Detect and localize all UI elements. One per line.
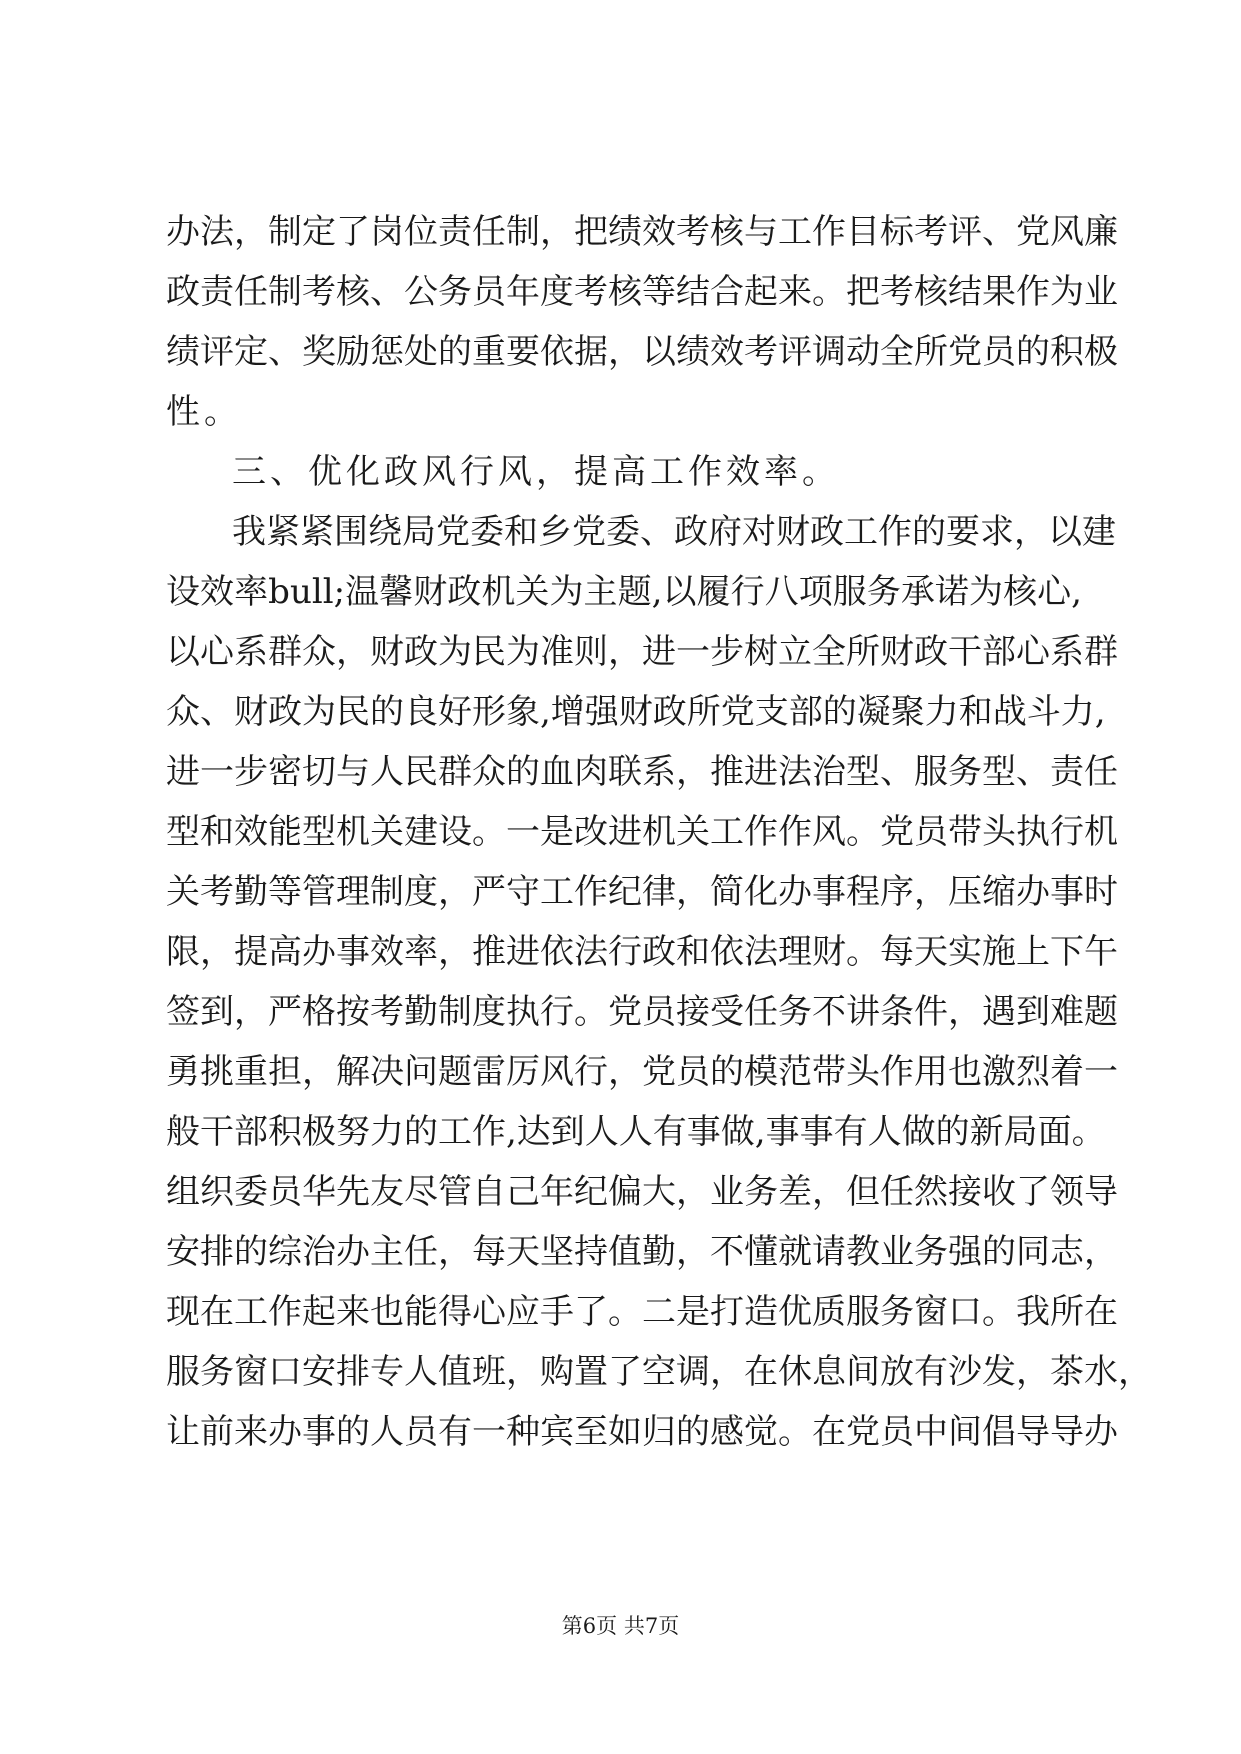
body-line-4: 性。 bbox=[166, 392, 242, 432]
body-line-18: 安排的综治办主任，每天坚持值勤，不懂就请教业务强的同志， bbox=[166, 1232, 1118, 1272]
body-line-1: 办法，制定了岗位责任制，把绩效考核与工作目标考评、党风廉 bbox=[166, 212, 1118, 252]
body-line-3: 绩评定、奖励惩处的重要依据，以绩效考评调动全所党员的积极 bbox=[166, 332, 1118, 372]
body-line-8: 以心系群众，财政为民为准则，进一步树立全所财政干部心系群 bbox=[166, 632, 1118, 672]
body-line-21: 让前来办事的人员有一种宾至如归的感觉。在党员中间倡导导办 bbox=[166, 1412, 1118, 1452]
body-line-17: 组织委员华先友尽管自己年纪偏大，业务差，但任然接收了领导 bbox=[166, 1172, 1118, 1212]
body-line-7: 设效率bull;温馨财政机关为主题,以履行八项服务承诺为核心, bbox=[166, 572, 1082, 612]
body-line-15: 勇挑重担，解决问题雷厉风行，党员的模范带头作用也激烈着一 bbox=[166, 1052, 1118, 1092]
body-line-11: 型和效能型机关建设。一是改进机关工作作风。党员带头执行机 bbox=[166, 812, 1118, 852]
body-line-13: 限，提高办事效率，推进依法行政和依法理财。每天实施上下午 bbox=[166, 932, 1118, 972]
section-heading: 三、优化政风行风，提高工作效率。 bbox=[232, 452, 840, 492]
body-line-2: 政责任制考核、公务员年度考核等结合起来。把考核结果作为业 bbox=[166, 272, 1118, 312]
body-line-19: 现在工作起来也能得心应手了。二是打造优质服务窗口。我所在 bbox=[166, 1292, 1118, 1332]
body-line-16: 般干部积极努力的工作,达到人人有事做,事事有人做的新局面。 bbox=[166, 1112, 1106, 1152]
body-line-20: 服务窗口安排专人值班，购置了空调，在休息间放有沙发，茶水， bbox=[166, 1352, 1152, 1392]
body-line-12: 关考勤等管理制度，严守工作纪律，简化办事程序，压缩办事时 bbox=[166, 872, 1118, 912]
body-line-10: 进一步密切与人民群众的血肉联系，推进法治型、服务型、责任 bbox=[166, 752, 1118, 792]
body-line-6: 我紧紧围绕局党委和乡党委、政府对财政工作的要求，以建 bbox=[232, 512, 1116, 552]
body-line-9: 众、财政为民的良好形象,增强财政所党支部的凝聚力和战斗力, bbox=[166, 692, 1106, 732]
body-line-14: 签到，严格按考勤制度执行。党员接受任务不讲条件，遇到难题 bbox=[166, 992, 1118, 1032]
page-number-footer: 第6页 共7页 bbox=[561, 1614, 680, 1638]
